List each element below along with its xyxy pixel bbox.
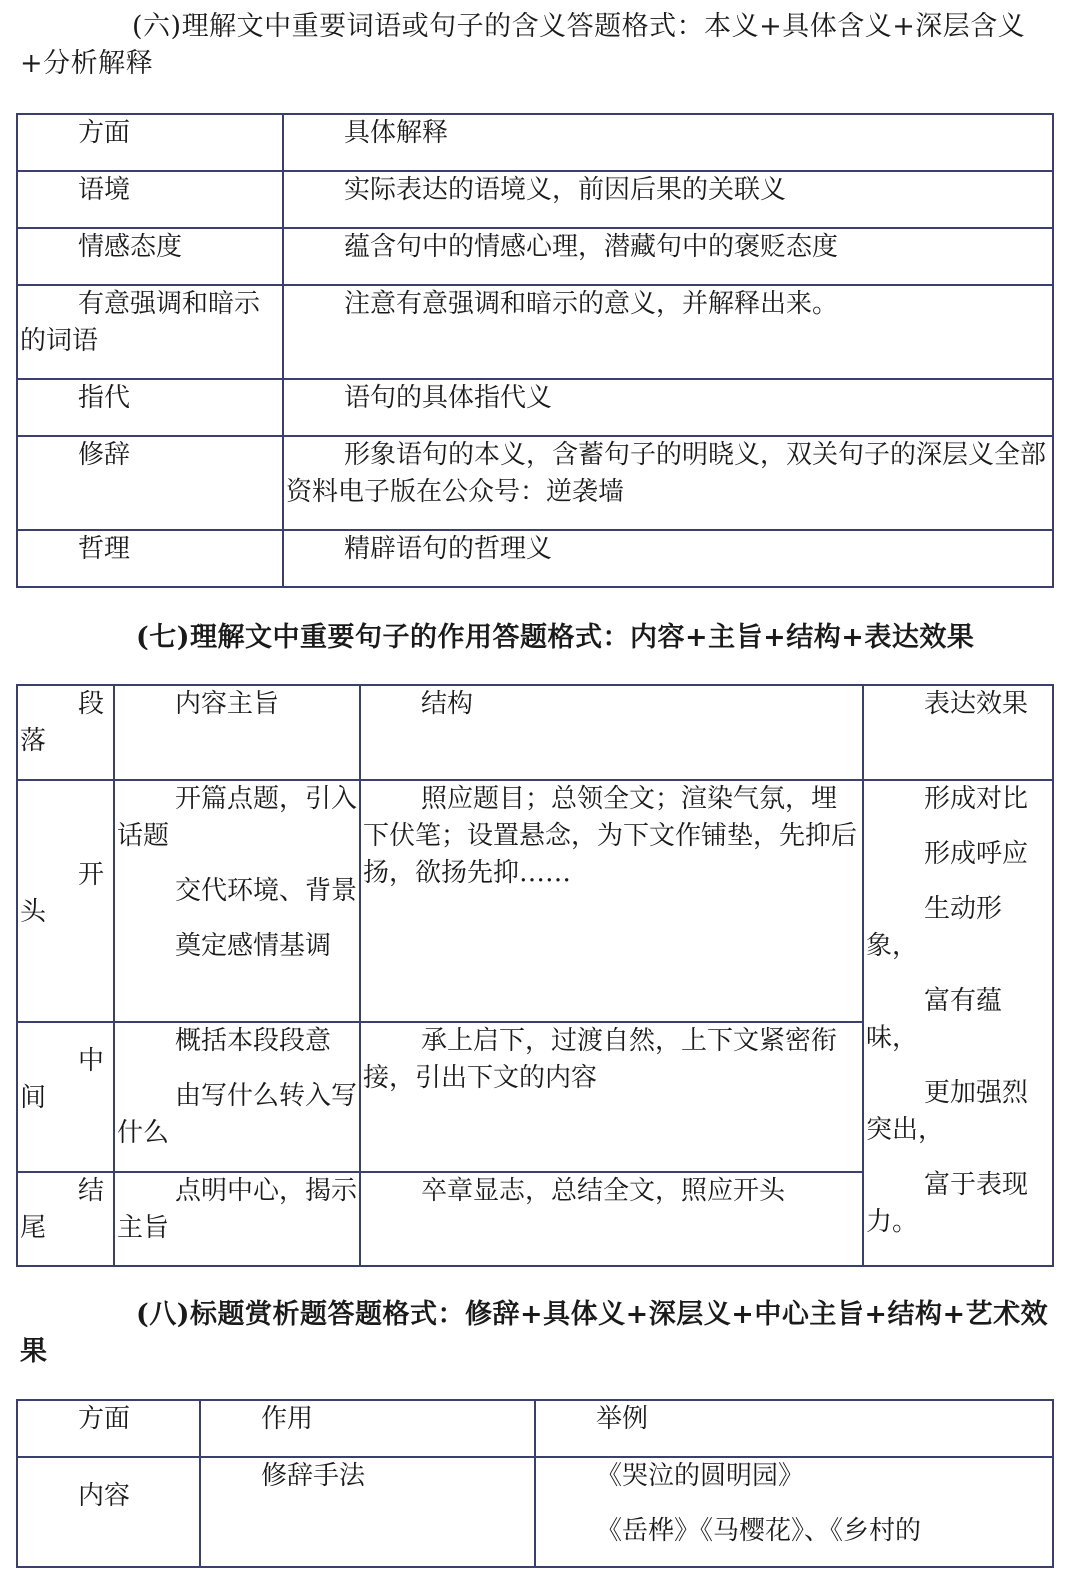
table-row [17, 1457, 1053, 1567]
explain-cell: 形象语句的本义，含蓄句子的明晓义，双关句子的深层义全部资料电子版在公众号：逆袭墙 [283, 436, 1053, 530]
content-item: 由写什么转入写什么 [117, 1081, 358, 1148]
aspect-cell: 情感态度 [17, 228, 283, 285]
header-content: 内容主旨 [114, 685, 360, 780]
explain-cell: 实际表达的语境义，前因后果的关联义 [283, 171, 1053, 228]
section7-table [16, 684, 1054, 1267]
content-item: 奠定感情基调 [175, 931, 332, 961]
header-explain: 具体解释 [283, 114, 1053, 171]
table-header-row [17, 1400, 1053, 1457]
effect-item: 富于表现力。 [866, 1170, 1029, 1237]
structure-cell: 照应题目；总领全文；渲染气氛，埋下伏笔；设置悬念，为下文作铺垫，先抑后扬，欲扬先抑…… [360, 780, 863, 1022]
content-cell [114, 780, 360, 1022]
effect-item: 形成对比 [924, 784, 1029, 814]
table-row [17, 285, 1053, 379]
effect-item: 生动形象， [866, 894, 1003, 961]
header-aspect: 方面 [17, 114, 283, 171]
paragraph-cell: 中间 [17, 1022, 114, 1172]
structure-cell: 承上启下，过渡自然，上下文紧密衔接，引出下文的内容 [360, 1022, 863, 1172]
content-item: 开篇点题，引入话题 [117, 784, 358, 851]
aspect-cell: 有意强调和暗示的词语 [17, 285, 283, 379]
header-effect: 表达效果 [863, 685, 1053, 780]
example-cell [535, 1457, 1053, 1567]
effect-cell [863, 780, 1053, 1266]
content-cell [114, 1022, 360, 1172]
paragraph-cell: 开头 [17, 780, 114, 1022]
header-example: 举例 [535, 1400, 1053, 1457]
header-structure: 结构 [360, 685, 863, 780]
effect-item: 富有蕴味， [866, 986, 1003, 1053]
content-item: 概括本段段意 [175, 1026, 332, 1056]
structure-cell: 卒章显志，总结全文，照应开头 [360, 1172, 863, 1266]
explain-cell: 精辟语句的哲理义 [283, 530, 1053, 587]
table-row [17, 379, 1053, 436]
role-cell: 修辞手法 [200, 1457, 535, 1567]
explain-cell: 语句的具体指代义 [283, 379, 1053, 436]
aspect-cell: 哲理 [17, 530, 283, 587]
table-row [17, 530, 1053, 587]
explain-cell: 注意有意强调和暗示的意义，并解释出来。 [283, 285, 1053, 379]
content-cell [114, 1172, 360, 1266]
table-row [17, 436, 1053, 530]
content-item: 交代环境、背景 [175, 876, 358, 906]
table-header-row [17, 114, 1053, 171]
effect-item: 形成呼应 [924, 839, 1029, 869]
table-row [17, 228, 1053, 285]
table-row [17, 171, 1053, 228]
table-row [17, 780, 1053, 1022]
paragraph-cell: 结尾 [17, 1172, 114, 1266]
aspect-cell: 指代 [17, 379, 283, 436]
section8-table [16, 1399, 1054, 1568]
table-header-row [17, 685, 1053, 780]
header-paragraph: 段落 [17, 685, 114, 780]
aspect-cell: 语境 [17, 171, 283, 228]
header-aspect: 方面 [17, 1400, 200, 1457]
aspect-cell: 修辞 [17, 436, 283, 530]
effect-item: 更加强烈突出， [866, 1078, 1029, 1145]
header-role: 作用 [200, 1400, 535, 1457]
example-item: 《岳桦》《马樱花》、《乡村的 [596, 1516, 922, 1546]
content-item: 点明中心，揭示主旨 [117, 1176, 358, 1243]
section6-heading: (六)理解文中重要词语或句子的含义答题格式：本义+具体含义+深层含义+分析解释 [20, 11, 1026, 79]
section8-heading: (八)标题赏析题答题格式：修辞+具体义+深层义+中心主旨+结构+艺术效果 [20, 1299, 1049, 1367]
aspect-cell: 内容 [17, 1457, 200, 1567]
explain-cell: 蕴含句中的情感心理，潜藏句中的褒贬态度 [283, 228, 1053, 285]
section7-heading: (七)理解文中重要句子的作用答题格式：内容+主旨+结构+表达效果 [136, 622, 975, 653]
section6-table [16, 113, 1054, 588]
example-item: 《哭泣的圆明园》 [596, 1461, 805, 1491]
